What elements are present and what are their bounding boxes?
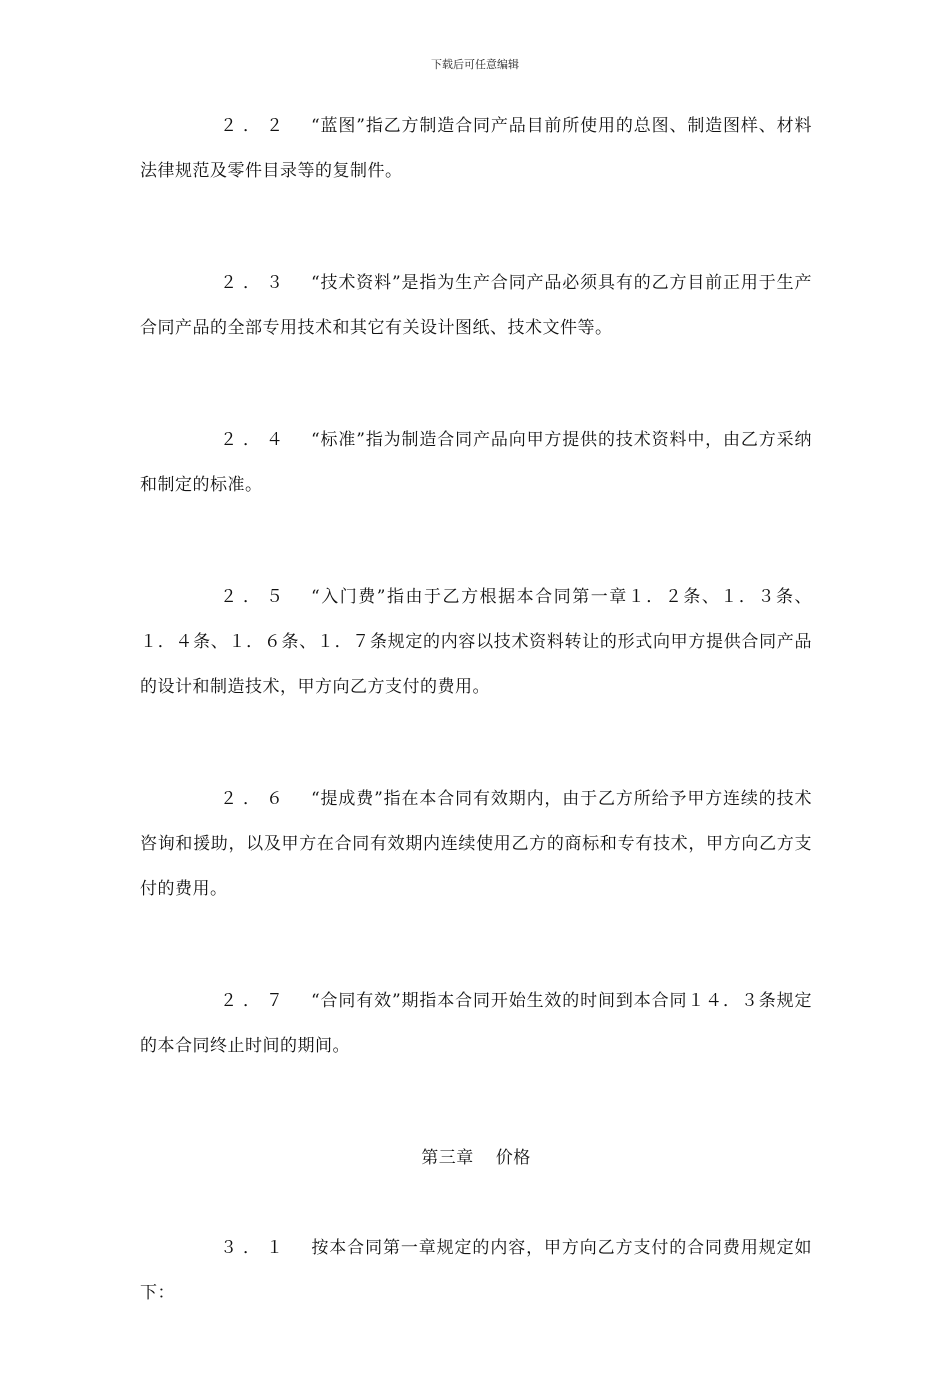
chapter-heading [140,1136,812,1181]
clause-number: ２．３ [220,273,289,293]
clause-2-5 [140,575,812,710]
clause-text: “标准”指为制造合同产品向甲方提供的技术资料中，由乙方采纳和制定的标准。 [140,430,812,495]
clause-2-3 [140,261,812,351]
clause-text: “入门费”指由于乙方根据本合同第一章１．２条、１．３条、１．４条、１．６条、１．７条规定的内容以技术资料转让的形式向甲方提供合同产品的设计和制造技术，甲方向乙方支付的费用。 [140,587,812,697]
chapter-number: 第三章 [421,1148,474,1168]
clause-text: “提成费”指在本合同有效期内，由于乙方所给予甲方连续的技术咨询和援助，以及甲方在合同有效期内连续使用乙方的商标和专有技术，甲方向乙方支付的费用。 [140,789,812,899]
clause-2-6 [140,777,812,912]
clause-number: ２．２ [220,116,289,136]
chapter-title: 价格 [495,1148,531,1168]
clause-2-2 [140,104,812,194]
clause-text: “技术资料”是指为生产合同产品必须具有的乙方目前正用于生产合同产品的全部专用技术和其它有关设计图纸、技术文件等。 [140,273,812,338]
clause-number: ２．４ [220,430,289,450]
clause-2-7 [140,979,812,1069]
clause-number: ２．６ [220,789,289,809]
clause-text: 按本合同第一章规定的内容，甲方向乙方支付的合同费用规定如下： [140,1238,812,1303]
clause-text: “合同有效”期指本合同开始生效的时间到本合同１４．３条规定的本合同终止时间的期间。 [140,991,812,1056]
clause-number: ２．７ [220,991,289,1011]
clause-number: ３．１ [220,1238,289,1258]
clause-2-4 [140,418,812,508]
document-body [140,104,812,1383]
page-header-note: 下载后可任意编辑 [431,58,519,71]
clause-number: ２．５ [220,587,289,607]
clause-3-1 [140,1226,812,1316]
clause-text: “蓝图”指乙方制造合同产品目前所使用的总图、制造图样、材料法律规范及零件目录等的复制件。 [140,116,812,181]
